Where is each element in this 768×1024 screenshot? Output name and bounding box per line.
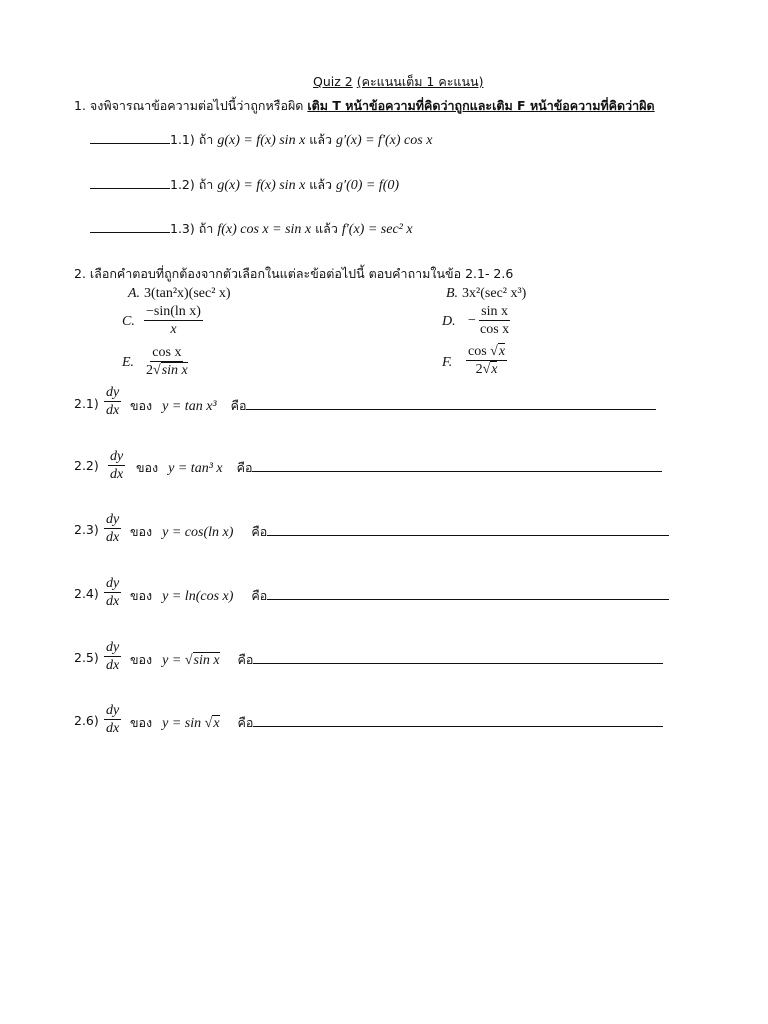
is-word: คือ <box>237 652 254 667</box>
fraction-denominator <box>474 361 500 377</box>
choice-c-fraction <box>144 304 203 337</box>
quiz-header <box>313 72 483 92</box>
fraction-numerator: cos x <box>152 345 182 360</box>
function-prefix: y = <box>162 653 185 668</box>
sqrt-icon: √ <box>204 716 213 731</box>
function-expr: y = tan³ x <box>168 461 223 476</box>
choice-f-fraction <box>466 344 507 377</box>
fraction-denominator: dx <box>106 594 120 609</box>
q2-item-expr <box>130 650 663 670</box>
derivative-fraction <box>104 576 121 609</box>
q1-item-label: 1.2) ถ้า <box>170 177 214 192</box>
fraction-denominator: dx <box>106 721 120 736</box>
fraction-numerator: dy <box>106 640 120 655</box>
of-word: ของ <box>130 588 153 603</box>
function-expr: y = ln(cos x) <box>162 589 234 604</box>
choice-b <box>446 285 526 302</box>
answer-blank-2-2[interactable] <box>252 458 662 472</box>
q1-result: f′(x) = sec² x <box>341 222 413 237</box>
q1-result: g′(x) = f′(x) cos x <box>336 133 433 148</box>
fraction-numerator <box>466 344 507 361</box>
q1-item-1 <box>90 130 432 150</box>
derivative-fraction <box>104 703 121 736</box>
q1-condition: f(x) cos x = sin x <box>217 222 312 237</box>
denominator-coefficient: 2 <box>146 363 153 378</box>
choice-a <box>128 285 231 302</box>
quiz-score-note: (คะแนนเต็ม 1 คะแนน) <box>356 74 484 89</box>
numerator-prefix: cos <box>468 344 491 359</box>
function-prefix: y = sin <box>162 716 205 731</box>
choice-letter-c: C. <box>122 314 135 329</box>
q2-item-expr <box>136 458 662 478</box>
fraction-denominator: cos x <box>480 322 510 337</box>
of-word: ของ <box>130 652 153 667</box>
answer-blank-1-2[interactable] <box>90 175 170 189</box>
function-expr <box>162 716 219 731</box>
of-word: ของ <box>130 715 153 730</box>
fraction-denominator <box>144 362 190 378</box>
quiz-title: Quiz 2 <box>313 74 353 89</box>
q2-item-label: 2.4) <box>74 586 99 601</box>
sqrt-icon: √ <box>184 653 193 668</box>
answer-blank-2-4[interactable] <box>267 586 669 600</box>
sqrt-icon: √ <box>490 344 498 359</box>
choice-letter-d: D. <box>442 314 456 329</box>
radicand: sin x <box>161 363 188 378</box>
derivative-fraction <box>104 385 121 418</box>
sqrt-icon: √ <box>482 362 491 377</box>
fraction-denominator: dx <box>106 530 120 545</box>
q1-item-label: 1.3) ถ้า <box>170 221 214 236</box>
of-word: ของ <box>136 460 159 475</box>
choice-letter: B. <box>446 286 459 301</box>
fraction-denominator: x <box>170 322 177 337</box>
fraction-denominator: dx <box>106 403 120 418</box>
q2-prompt: 2. เลือกคำตอบที่ถูกต้องจากตัวเลือกในแต่ละข้อต่อไปนี้ ตอบคำถามในข้อ 2.1- 2.6 <box>74 266 514 281</box>
q1-then-word: แล้ว <box>309 177 333 192</box>
choice-expr: 3(tan²x)(sec² x) <box>144 286 231 301</box>
choice-letter-f: F. <box>442 355 453 370</box>
q1-condition: g(x) = f(x) sin x <box>217 133 306 148</box>
fraction-numerator: dy <box>110 449 124 464</box>
q2-item-label: 2.1) <box>74 396 99 411</box>
function-expr: y = cos(ln x) <box>162 525 234 540</box>
fraction-numerator: −sin(ln x) <box>146 304 201 319</box>
q1-prompt-line <box>74 96 655 116</box>
fraction-denominator: dx <box>110 467 124 482</box>
sqrt-icon: √ <box>153 363 161 378</box>
denominator-coefficient: 2 <box>475 362 483 377</box>
q2-item-expr <box>130 396 656 416</box>
q1-instruction: เติม T หน้าข้อความที่คิดว่าถูกและเติม F หน้าข้อความที่คิดว่าผิด <box>307 98 655 113</box>
q2-item-label: 2.3) <box>74 522 99 537</box>
is-word: คือ <box>230 398 247 413</box>
answer-blank-2-3[interactable] <box>267 522 669 536</box>
q2-item-label: 2.2) <box>74 458 99 473</box>
q2-item-expr <box>130 586 669 606</box>
is-word: คือ <box>236 460 253 475</box>
q1-result: g′(0) = f(0) <box>336 178 400 193</box>
fraction-numerator: sin x <box>481 304 508 319</box>
choice-d-sign: − <box>468 313 476 328</box>
q2-item-label: 2.5) <box>74 650 99 665</box>
is-word: คือ <box>251 524 268 539</box>
q2-item-expr <box>130 713 663 733</box>
answer-blank-1-3[interactable] <box>90 219 170 233</box>
choice-letter: A. <box>128 286 141 301</box>
is-word: คือ <box>251 588 268 603</box>
q1-condition: g(x) = f(x) sin x <box>217 178 306 193</box>
fraction-denominator: dx <box>106 658 120 673</box>
derivative-fraction <box>104 512 121 545</box>
fraction-numerator: dy <box>106 385 120 400</box>
choice-letter-e: E. <box>122 355 135 370</box>
fraction-numerator: dy <box>106 703 120 718</box>
function-expr <box>162 653 219 668</box>
radicand: x <box>213 716 220 731</box>
function-expr: y = tan x³ <box>162 399 217 414</box>
fraction-numerator: dy <box>106 512 120 527</box>
choice-e-fraction <box>144 345 190 378</box>
radicand: sin x <box>193 653 220 668</box>
q1-item-2 <box>90 175 399 195</box>
of-word: ของ <box>130 524 153 539</box>
q1-prompt: 1. จงพิจารณาข้อความต่อไปนี้ว่าถูกหรือผิด <box>74 98 304 113</box>
is-word: คือ <box>237 715 254 730</box>
q1-item-3 <box>90 219 413 239</box>
q2-item-label: 2.6) <box>74 713 99 728</box>
fraction-numerator: dy <box>106 576 120 591</box>
choice-d-fraction <box>478 304 511 337</box>
of-word: ของ <box>130 398 153 413</box>
q1-then-word: แล้ว <box>315 221 338 236</box>
radicand: x <box>491 362 498 377</box>
q1-then-word: แล้ว <box>309 132 333 147</box>
q2-item-expr <box>130 522 669 542</box>
derivative-fraction <box>108 449 125 482</box>
answer-blank-2-5[interactable] <box>253 650 663 664</box>
derivative-fraction <box>104 640 121 673</box>
answer-blank-1-1[interactable] <box>90 130 170 144</box>
radicand: x <box>498 344 506 359</box>
q1-item-label: 1.1) ถ้า <box>170 132 214 147</box>
choice-expr: 3x²(sec² x³) <box>462 286 527 301</box>
answer-blank-2-6[interactable] <box>253 713 663 727</box>
answer-blank-2-1[interactable] <box>246 396 656 410</box>
